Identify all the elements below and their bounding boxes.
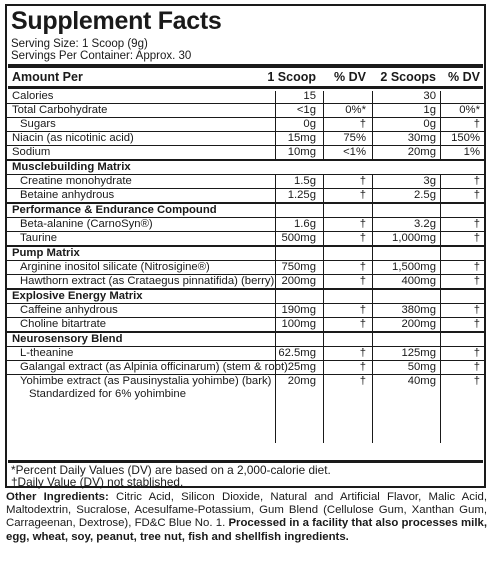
header-dv-2: % DV (448, 70, 480, 84)
allergen-statement: Processed in a facility that also processes milk, egg, wheat, soy, peanut, tree nut, fish and shellfish ingredients. (6, 517, 487, 543)
section-heading-musclebuilding (7, 161, 484, 175)
row-name: L-theanine (20, 347, 74, 359)
section-title: Pump Matrix (12, 247, 80, 259)
row-dv-1-scoop: † (359, 189, 366, 201)
row-amount-1-scoop: 15 (303, 90, 316, 102)
table-row-sugars (7, 118, 484, 132)
row-dv-2-scoops: † (473, 232, 480, 244)
table-row-l-theanine (7, 347, 484, 361)
nutrient-table (7, 90, 484, 402)
row-name: Total Carbohydrate (12, 104, 108, 116)
row-dv-1-scoop: † (359, 118, 366, 130)
serving-size: Serving Size: 1 Scoop (9g) (11, 38, 148, 50)
row-amount-2-scoops: 2.5g (414, 189, 436, 201)
row-amount-2-scoops: 3.2g (414, 218, 436, 230)
servings-per-container: Servings Per Container: Approx. 30 (11, 50, 192, 62)
row-dv-1-scoop: † (359, 275, 366, 287)
row-dv-2-scoops: 150% (451, 132, 480, 144)
row-name: Galangal extract (as Alpinia officinarum) (stem & root) (20, 361, 288, 373)
row-amount-1-scoop: 1.25g (287, 189, 316, 201)
row-amount-2-scoops: 40mg (407, 375, 436, 387)
supplement-facts-panel (5, 4, 486, 488)
section-heading-energy (7, 290, 484, 304)
row-amount-2-scoops: 1,500mg (392, 261, 436, 273)
row-name: Yohimbe extract (as Pausinystalia yohimbe) (bark) (20, 375, 272, 387)
table-row-niacin (7, 132, 484, 146)
row-name: Calories (12, 90, 54, 102)
section-title: Neurosensory Blend (12, 333, 123, 345)
row-dv-2-scoops: † (473, 175, 480, 187)
row-name: Hawthorn extract (as Crataegus pinnatifida) (berry) (20, 275, 275, 287)
row-name: Caffeine anhydrous (20, 304, 118, 316)
section-heading-performance (7, 204, 484, 218)
section-title: Performance & Endurance Compound (12, 204, 217, 216)
row-name: Choline bitartrate (20, 318, 107, 330)
table-row-yohimbe (7, 375, 484, 388)
header-amount-per: Amount Per (12, 70, 83, 84)
row-dv-1-scoop: † (359, 304, 366, 316)
row-dv-1-scoop: † (359, 347, 366, 359)
other-ingredients (6, 491, 487, 544)
footnote-daily-value: *Percent Daily Values (DV) are based on a 2,000-calorie diet. (11, 463, 331, 477)
row-dv-2-scoops: † (473, 261, 480, 273)
table-row-galangal (7, 361, 484, 375)
row-dv-1-scoop: 75% (343, 132, 366, 144)
row-name: Taurine (20, 232, 58, 244)
row-amount-1-scoop: <1g (296, 104, 316, 116)
row-amount-2-scoops: 400mg (401, 275, 436, 287)
column-header-rule (8, 86, 483, 89)
row-dv-1-scoop: † (359, 318, 366, 330)
table-row-sodium (7, 146, 484, 161)
section-heading-neurosensory (7, 333, 484, 347)
row-amount-2-scoops: 3g (423, 175, 436, 187)
table-row-calories (7, 90, 484, 104)
row-dv-2-scoops: † (473, 189, 480, 201)
row-amount-1-scoop: 20mg (287, 375, 316, 387)
table-row-hawthorn (7, 275, 484, 290)
header-2-scoops: 2 Scoops (380, 70, 436, 84)
row-amount-2-scoops: 1g (423, 104, 436, 116)
table-row-choline (7, 318, 484, 333)
row-dv-1-scoop: † (359, 361, 366, 373)
row-dv-1-scoop: † (359, 218, 366, 230)
row-amount-1-scoop: 25mg (287, 361, 316, 373)
row-dv-2-scoops: † (473, 361, 480, 373)
row-amount-1-scoop: 10mg (287, 146, 316, 158)
row-name: Sugars (20, 118, 56, 130)
row-dv-2-scoops: † (473, 318, 480, 330)
row-name: Arginine inositol silicate (Nitrosigine®) (20, 261, 210, 273)
row-amount-1-scoop: 200mg (281, 275, 316, 287)
row-amount-1-scoop: 190mg (281, 304, 316, 316)
row-dv-1-scoop: † (359, 261, 366, 273)
row-amount-1-scoop: 15mg (287, 132, 316, 144)
other-ingredients-text: Citric Acid, Silicon Dioxide, Natural and Artificial Flavor, Malic Acid, Maltodextrin, Sucralose, Acesulfame-Potassium, Gum Blend (Cellulose Gum, Xanthan Gum, Carrageenan, Dextrose), FD&C Blue No. 1. (6, 491, 487, 530)
row-amount-2-scoops: 1,000mg (392, 232, 436, 244)
row-dv-1-scoop: <1% (343, 146, 366, 158)
footnote-dagger: †Daily Value (DV) not stablished. (11, 475, 184, 489)
row-amount-1-scoop: 1.6g (294, 218, 316, 230)
table-row-arginine (7, 261, 484, 275)
row-dv-2-scoops: 1% (463, 146, 480, 158)
panel-title: Supplement Facts (11, 7, 222, 35)
row-dv-2-scoops: † (473, 304, 480, 316)
header-1-scoop: 1 Scoop (267, 70, 316, 84)
row-dv-2-scoops: 0%* (459, 104, 480, 116)
row-amount-1-scoop: 100mg (281, 318, 316, 330)
section-heading-pump (7, 247, 484, 261)
row-amount-1-scoop: 1.5g (294, 175, 316, 187)
section-title: Explosive Energy Matrix (12, 290, 143, 302)
header-dv-1: % DV (334, 70, 366, 84)
row-amount-1-scoop: 750mg (281, 261, 316, 273)
row-name: Sodium (12, 146, 51, 158)
row-dv-2-scoops: † (473, 347, 480, 359)
row-amount-2-scoops: 30mg (407, 132, 436, 144)
row-amount-2-scoops: 50mg (407, 361, 436, 373)
section-title: Musclebuilding Matrix (12, 161, 135, 174)
row-amount-2-scoops: 30 (423, 90, 436, 102)
row-amount-1-scoop: 0g (303, 118, 316, 130)
row-name: Standardized for 6% yohimbine (29, 388, 186, 400)
other-ingredients-label: Other Ingredients: (6, 491, 109, 503)
row-amount-2-scoops: 125mg (401, 347, 436, 359)
row-amount-1-scoop: 62.5mg (278, 347, 316, 359)
row-amount-2-scoops: 380mg (401, 304, 436, 316)
row-name: Creatine monohydrate (20, 175, 132, 187)
table-row-caffeine (7, 304, 484, 318)
row-amount-2-scoops: 20mg (407, 146, 436, 158)
table-row-taurine (7, 232, 484, 247)
table-row-creatine (7, 175, 484, 189)
row-dv-2-scoops: † (473, 375, 480, 387)
row-dv-2-scoops: † (473, 218, 480, 230)
header-thick-rule (8, 64, 483, 68)
row-name: Beta-alanine (CarnoSyn®) (20, 218, 153, 230)
row-amount-1-scoop: 500mg (281, 232, 316, 244)
row-dv-2-scoops: † (473, 118, 480, 130)
row-dv-1-scoop: 0%* (345, 104, 366, 116)
row-name: Betaine anhydrous (20, 189, 115, 201)
table-row-beta-alanine (7, 218, 484, 232)
table-row-total-carbohydrate (7, 104, 484, 118)
row-name: Niacin (as nicotinic acid) (12, 132, 134, 144)
row-dv-1-scoop: † (359, 375, 366, 387)
table-row-betaine (7, 189, 484, 204)
row-dv-2-scoops: † (473, 275, 480, 287)
row-amount-2-scoops: 0g (423, 118, 436, 130)
table-row-yohimbe-standardization (7, 388, 484, 402)
row-dv-1-scoop: † (359, 232, 366, 244)
row-amount-2-scoops: 200mg (401, 318, 436, 330)
row-dv-1-scoop: † (359, 175, 366, 187)
